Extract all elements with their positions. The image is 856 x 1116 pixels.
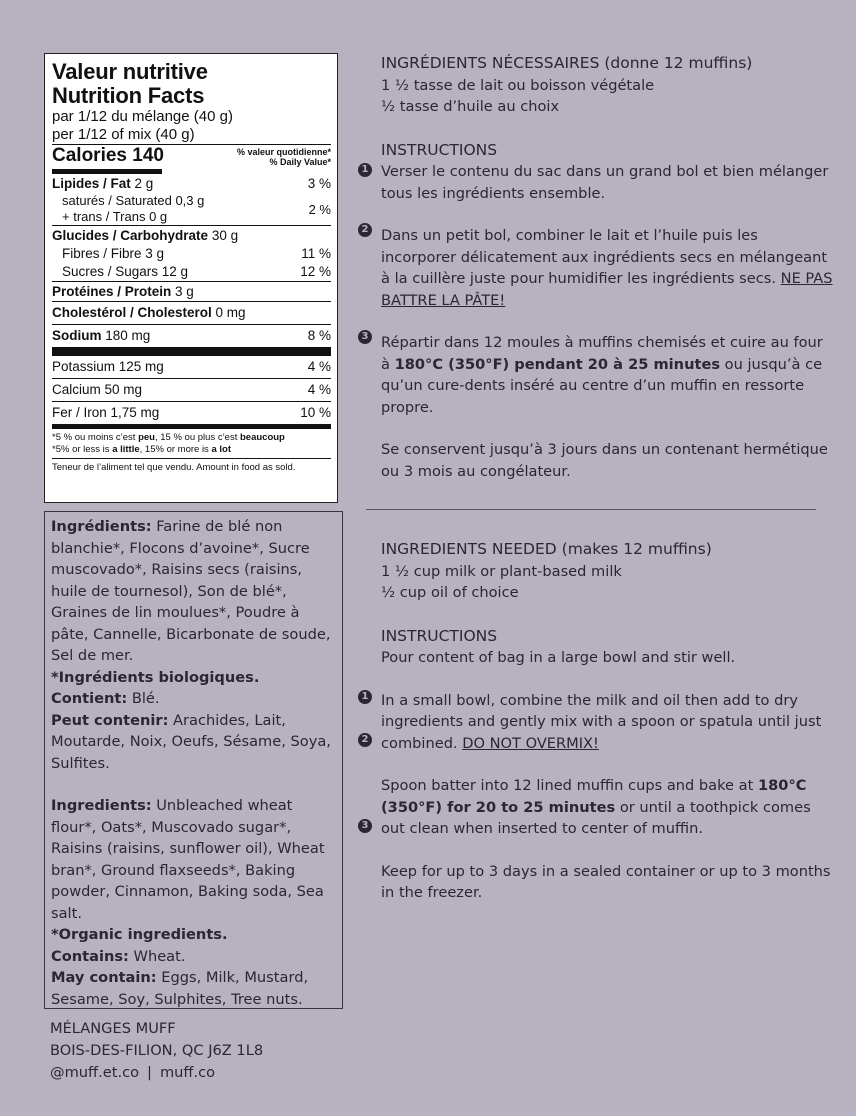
footnote-en-text: *5% or less is — [52, 444, 113, 455]
link-separator: | — [147, 1064, 152, 1081]
organic-note-fr: *Ingrédients biologiques. — [51, 668, 260, 686]
calories-label: Calories — [52, 145, 127, 166]
contains-en-text: Wheat. — [128, 947, 186, 965]
dv-header-fr: % valeur quotidienne* — [236, 147, 331, 157]
dv-header-en: % Daily Value* — [269, 157, 331, 167]
amount-as-sold: Teneur de l’aliment tel que vendu. Amount in food as sold. — [52, 458, 331, 474]
sodium-row — [52, 325, 331, 347]
step-marker-3-fr: 3 — [358, 330, 372, 344]
english-instructions — [381, 539, 836, 904]
divider-thick — [52, 347, 331, 356]
step-2-fr-text: Dans un petit bol, combiner le lait et l’huile puis les incorporer délicatement aux ingrédients secs en mélangeant à la cuillère juste pour humidifier les ingrédients secs. — [381, 227, 828, 287]
carb-row — [52, 226, 331, 245]
sat-trans-row — [52, 193, 331, 225]
ingredients-en-text: Unbleached wheat flour*, Oats*, Muscovado sugar*, Raisins (raisins, sunflower oil), Wheat bran*, Ground flaxseeds*, Baking powder, Cinnamon, Baking soda, Sea salt. — [51, 797, 325, 922]
footnote-fr — [52, 432, 331, 444]
protein-label: Protéines / Protein — [52, 284, 172, 299]
cholesterol-value: 0 mg — [215, 305, 246, 320]
fibre-row — [52, 245, 331, 263]
trans-label: + trans / Trans 0 g — [62, 209, 168, 224]
step-3-en — [381, 775, 836, 840]
iron-dv: 10 % — [300, 405, 331, 420]
sugar-dv: 12 % — [300, 264, 331, 279]
step-3-fr-bake-time: 180°C (350°F) pendant 20 à 25 minutes — [394, 355, 721, 373]
calories — [52, 145, 164, 167]
footnote-fr-peu: peu — [138, 432, 155, 443]
fat-label: Lipides / Fat — [52, 176, 131, 191]
may-contain-en — [51, 967, 336, 1010]
company-location: BOIS-DES-FILION, QC J6Z 1L8 — [50, 1042, 264, 1059]
may-contain-fr-label: Peut contenir: — [51, 711, 169, 729]
iron-row — [52, 402, 331, 424]
ingredients-needed-title-en: INGREDIENTS NEEDED (makes 12 muffins) — [381, 540, 712, 558]
step-2-en-text: In a small bowl, combine the milk and oil then add to dry ingredients and gently mix with a spoon or spatula until just combined. — [381, 691, 822, 752]
step-marker-2-en: 2 — [358, 733, 372, 747]
sodium-dv: 8 % — [307, 328, 331, 343]
footnote-en-little: a little — [112, 444, 140, 455]
ingredients-fr — [51, 516, 336, 667]
fat-row — [52, 174, 331, 193]
instructions-title-fr: INSTRUCTIONS — [381, 140, 498, 159]
ingredients-box — [44, 511, 343, 1009]
ingredients-en — [51, 795, 336, 924]
fibre-label: Fibres / Fibre 3 g — [62, 246, 165, 261]
contains-fr-text: Blé. — [127, 690, 160, 707]
nutrition-title-fr: Valeur nutritive — [52, 59, 208, 84]
step-1-fr: Verser le contenu du sac dans un grand bol et bien mélanger tous les ingrédients ensemble. — [381, 163, 829, 202]
needed-item-milk-en: 1 ½ cup milk or plant-based milk — [381, 562, 622, 580]
dv-footnote — [52, 429, 331, 456]
step-3-en-text: Spoon batter into 12 lined muffin cups and bake at — [381, 777, 758, 794]
website: muff.co — [159, 1064, 216, 1081]
may-contain-en-text: Eggs, Milk, Mustard, Sesame, Soy, Sulphites, Tree nuts. — [51, 969, 309, 1008]
fat-value: 2 g — [134, 176, 154, 191]
fibre-dv: 11 % — [301, 246, 331, 261]
sodium-value: 180 mg — [105, 328, 151, 343]
contains-fr — [51, 688, 336, 710]
calories-value: 140 — [132, 145, 164, 166]
needed-item-milk-fr: 1 ½ tasse de lait ou boisson végétale — [381, 76, 655, 94]
sodium-label: Sodium — [52, 328, 102, 343]
storage-note-en: Keep for up to 3 days in a sealed container or up to 3 months in the freezer. — [381, 862, 831, 901]
footnote-fr-text2: , 15 % ou plus c’est — [154, 432, 240, 443]
step-3-fr — [381, 332, 836, 418]
step-1-en: Pour content of bag in a large bowl and stir well. — [381, 649, 736, 666]
company-name: MÉLANGES MUFF — [50, 1020, 176, 1037]
cholesterol-row — [52, 302, 331, 324]
may-contain-fr — [51, 710, 336, 775]
saturated-label: saturés / Saturated 0,3 g — [62, 193, 205, 208]
potassium-label: Potassium 125 mg — [52, 359, 164, 374]
protein-value: 3 g — [175, 284, 194, 299]
section-divider — [366, 509, 816, 510]
sugar-row — [52, 263, 331, 281]
step-3-en-text2: or until a toothpick comes out clean when inserted to center of muffin. — [381, 798, 811, 837]
daily-value-header — [237, 145, 331, 167]
step-2-fr — [381, 225, 836, 311]
organic-note-en: *Organic ingredients. — [51, 926, 228, 943]
step-2-en-warning: DO NOT OVERMIX! — [462, 734, 599, 752]
potassium-row — [52, 356, 331, 378]
step-2-en — [381, 690, 836, 755]
sugar-label: Sucres / Sugars 12 g — [62, 264, 189, 279]
step-3-fr-text2: ou jusqu’à ce qu’un cure-dents inséré au centre d’un muffin en ressorte propre. — [381, 355, 823, 416]
footnote-fr-beaucoup: beaucoup — [240, 432, 285, 443]
spacer — [51, 774, 336, 795]
footnote-en-lot: a lot — [211, 444, 231, 455]
carb-label: Glucides / Carbohydrate — [52, 228, 209, 243]
serving-size-fr: par 1/12 du mélange (40 g) — [52, 108, 233, 125]
step-marker-1-fr: 1 — [358, 163, 372, 177]
step-3-fr-text: Répartir dans 12 moules à muffins chemisés et cuire au four à — [381, 334, 823, 373]
contains-en — [51, 946, 336, 968]
needed-item-oil-fr: ½ tasse d’huile au choix — [381, 98, 560, 115]
footnote-en — [52, 444, 331, 456]
carb-value: 30 g — [211, 228, 239, 243]
step-marker-2-fr: 2 — [358, 223, 372, 237]
ingredients-fr-label: Ingrédients: — [51, 518, 152, 535]
protein-row — [52, 282, 331, 301]
calcium-label: Calcium 50 mg — [52, 382, 143, 397]
step-3-en-bake-time: 180°C (350°F) for 20 to 25 minutes — [381, 777, 807, 816]
company-links — [50, 1062, 263, 1084]
potassium-dv: 4 % — [307, 359, 331, 374]
step-2-fr-warning: NE PAS BATTRE LA PÂTE! — [381, 270, 833, 309]
nutrition-facts-panel — [44, 53, 338, 503]
may-contain-en-label: May contain: — [51, 969, 157, 986]
instructions-title-en: INSTRUCTIONS — [381, 626, 498, 645]
cholesterol-label: Cholestérol / Cholesterol — [52, 305, 212, 320]
ingredients-en-label: Ingredients: — [51, 797, 152, 814]
footnote-fr-text: *5 % ou moins c’est — [52, 432, 139, 443]
may-contain-fr-text: Arachides, Lait, Moutarde, Noix, Oeufs, Sésame, Soya, Sulfites. — [51, 711, 331, 772]
calcium-row — [52, 379, 331, 401]
calories-row — [52, 145, 331, 169]
company-address — [50, 1018, 263, 1084]
social-handle: @muff.et.co — [50, 1064, 140, 1081]
ingredients-fr-text: Farine de blé non blanchie*, Flocons d’avoine*, Sucre muscovado*, Raisins secs (raisins, huile de tournesol), Son de blé*, Graines de lin moulues*, Poudre à pâte, Cannelle, Bicarbonate de soude, Sel de mer. — [51, 518, 331, 664]
nutrition-title-en: Nutrition Facts — [52, 83, 205, 108]
ingredients-needed-title-fr: INGRÉDIENTS NÉCESSAIRES (donne 12 muffins) — [381, 54, 753, 72]
sat-trans-dv: 2 % — [308, 201, 331, 217]
footnote-en-text2: , 15% or more is — [139, 444, 212, 455]
step-marker-3-en: 3 — [358, 819, 372, 833]
iron-label: Fer / Iron 1,75 mg — [52, 405, 160, 420]
fat-dv: 3 % — [307, 176, 331, 191]
storage-note-fr: Se conservent jusqu’à 3 jours dans un contenant hermétique ou 3 mois au congélateur. — [381, 441, 828, 480]
calcium-dv: 4 % — [307, 382, 331, 397]
needed-item-oil-en: ½ cup oil of choice — [381, 584, 519, 601]
serving-size-en: per 1/12 of mix (40 g) — [52, 126, 195, 143]
french-instructions — [381, 53, 836, 482]
step-marker-1-en: 1 — [358, 690, 372, 704]
contains-fr-label: Contient: — [51, 690, 128, 707]
contains-en-label: Contains: — [51, 947, 129, 965]
